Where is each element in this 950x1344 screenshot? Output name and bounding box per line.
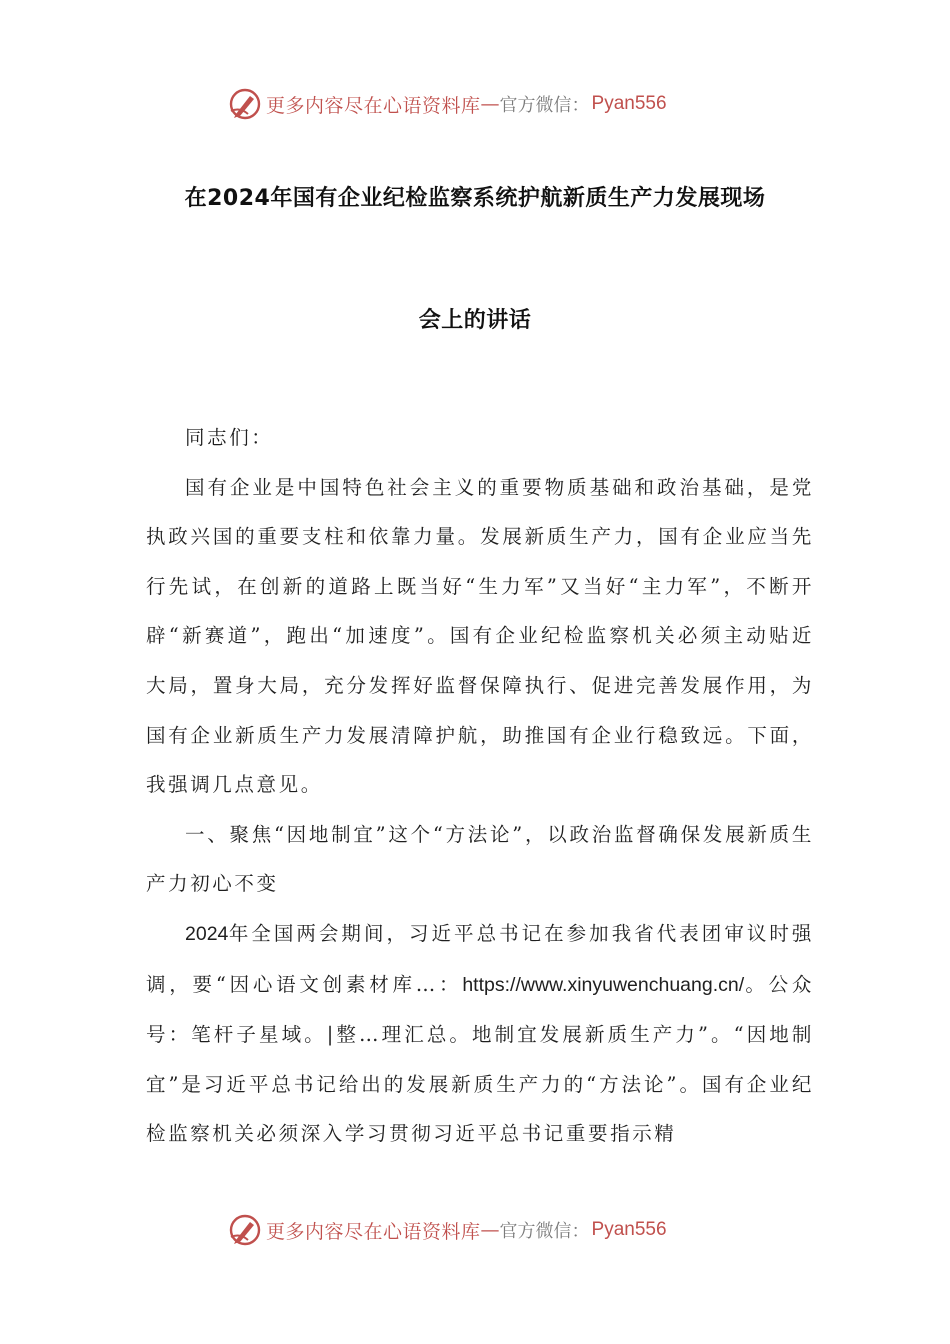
watermark-wechat-id: Pyan556 (591, 1219, 667, 1240)
salutation: 同志们： (185, 426, 274, 449)
header-watermark (228, 86, 667, 122)
watermark-main-text: 更多内容尽在心语资料库 (266, 1220, 481, 1243)
pen-logo-icon (228, 1213, 262, 1247)
footer-watermark (228, 1212, 667, 1248)
watermark-main-text: 更多内容尽在心语资料库 (266, 94, 481, 117)
paragraph-section-1-text-b: 。公众号：笔杆子星域。|整…理汇总。地制宜发展新质生产力”。“因地制宜”是习近平总书记给出的发展新质生产力的“方法论”。国有企业纪检监察机关必须深入学习贯彻习近平总书记重要指示精 (146, 972, 814, 1146)
watermark-dash: — (480, 1219, 500, 1241)
document-title-line-1: 在2024年国有企业纪检监察系统护航新质生产力发展现场 (184, 186, 766, 211)
watermark-wechat-id: Pyan556 (591, 93, 667, 114)
watermark-sub-text: 官方微信： (499, 1221, 590, 1242)
section-heading-1: 一、聚焦“因地制宜”这个“方法论”，以政治监督确保发展新质生产力初心不变 (146, 822, 814, 896)
document-body (146, 413, 814, 1159)
paragraph-intro: 国有企业是中国特色社会主义的重要物质基础和政治基础，是党执政兴国的重要支柱和依靠力量。发展新质生产力，国有企业应当先行先试，在创新的道路上既当好“生力军”又当好“主力军”，不断开辟“新赛道”，跑出“加速度”。国有企业纪检监察机关必须主动贴近大局，置身大局，充分发挥好监督保障执行、促进完善发展作用，为国有企业新质生产力发展清障护航，助推国有企业行稳致远。下面，我强调几点意见。 (146, 475, 814, 797)
year-text: 2024 (185, 922, 229, 945)
website-link[interactable]: https://www.xinyuwenchuang.cn/ (462, 973, 745, 996)
document-title-line-2: 会上的讲话 (418, 308, 532, 333)
pen-logo-icon (228, 87, 262, 121)
watermark-sub-text: 官方微信： (499, 95, 590, 116)
paragraph-section-1-text-a: 年全国两会期间，习近平总书记在参加我省代表团审议时强调，要“因心语文创素材库…： (146, 921, 814, 996)
watermark-dash: — (480, 93, 500, 115)
paragraph-section-1 (146, 909, 814, 1159)
